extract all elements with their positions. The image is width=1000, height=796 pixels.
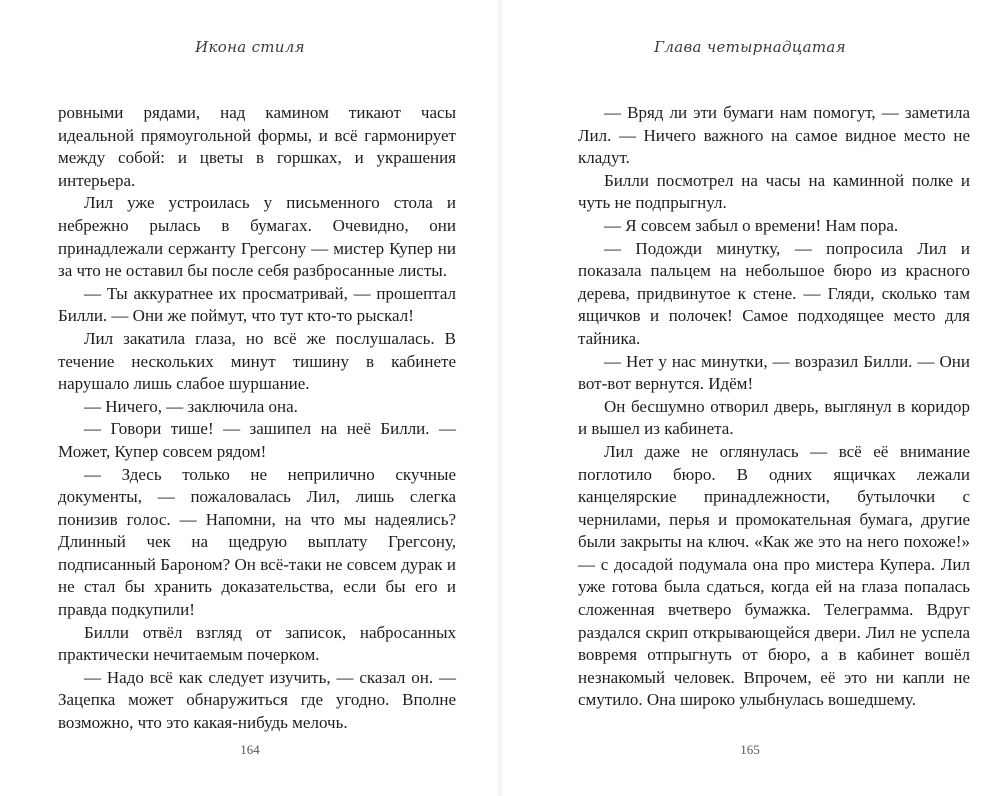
paragraph: — Говори тише! — зашипел на неё Билли. — Может, Купер совсем рядом! (58, 419, 456, 461)
page-number-right: 165 (740, 742, 760, 757)
page-number-left: 164 (240, 742, 260, 757)
paragraph: — Ты аккуратнее их просматривай, — прошептал Билли. — Они же поймут, что тут кто-то рыскал! (58, 283, 456, 326)
left-page-body (58, 102, 456, 735)
paragraph: Лил закатила глаза, но всё же послушалась. В течение нескольких минут тишину в кабинете нарушало лишь слабое шуршание. (58, 328, 456, 394)
running-head-right: Глава четырнадцатая (654, 38, 846, 56)
paragraph: — Надо всё как следует изучить, — сказал он. — Зацепка может обнаружиться где угодно. Вполне возможно, что это какая-нибудь мелочь. (58, 667, 456, 733)
paragraph: — Здесь только не неприлично скучные документы, — пожаловалась Лил, лишь слегка понизив голос. — Напомни, на что мы надеялись? Длинный чек на щедрую выплату Грегсону, подписанный Бароном? Он всё-таки не совсем дурак и не стал бы хранить доказательства, если бы его и правда подкупили! (58, 464, 456, 620)
paragraph: — Нет у нас минутки, — возразил Билли. — Они вот-вот вернутся. Идём! (578, 351, 970, 394)
right-page (500, 0, 1000, 796)
right-page-body (578, 102, 970, 712)
paragraph: Лил уже устроилась у письменного стола и небрежно рылась в бумагах. Очевидно, они принадлежали сержанту Грегсону — мистер Купер ни за что не оставил бы после себя разбросанные листы. (58, 193, 456, 281)
paragraph: — Подожди минутку, — попросила Лил и показала пальцем на небольшое бюро из красного дерева, придвинутое к стене. — Гляди, сколько там ящичков и полочек! Самое подходящее место для тайника. (578, 238, 970, 348)
paragraph: — Ничего, — заключила она. (84, 396, 298, 416)
paragraph: — Я совсем забыл о времени! Нам пора. (604, 215, 899, 235)
running-head-left: Икона стиля (195, 38, 305, 56)
paragraph: Лил даже не оглянулась — всё её внимание поглотило бюро. В одних ящичках лежали канцелярские принадлежности, бутылочки с чернилами, перья и промокательная бумага, другие были закрыты на ключ. «Как же это на него похоже!» — с досадой подумала она про мистера Купера. Лил уже готова была сдаться, когда ей на глаза попалась сложенная вчетверо бумажка. Телеграмма. Вдруг раздался скрип открывающейся двери. Лил не успела вовремя отпрыгнуть от бюро, а в кабинет вошёл незнакомый человек. Впрочем, её это ни капли не смутило. Она широко улыбнулась вошедшему. (578, 441, 970, 710)
paragraph: Билли отвёл взгляд от записок, набросанных практически нечитаемым почерком. (58, 622, 456, 665)
paragraph: Он бесшумно отворил дверь, выглянул в коридор и вышел из кабинета. (578, 396, 970, 439)
paragraph: Билли посмотрел на часы на каминной полке и чуть не подпрыгнул. (578, 170, 970, 213)
paragraph: ровными рядами, над камином тикают часы идеальной прямоугольной формы, и всё гармонирует между собой: и цветы в горшках, и украшения интерьера. (58, 103, 456, 190)
paragraph: — Вряд ли эти бумаги нам помогут, — заметила Лил. — Ничего важного на самое видное место не кладут. (578, 103, 970, 168)
